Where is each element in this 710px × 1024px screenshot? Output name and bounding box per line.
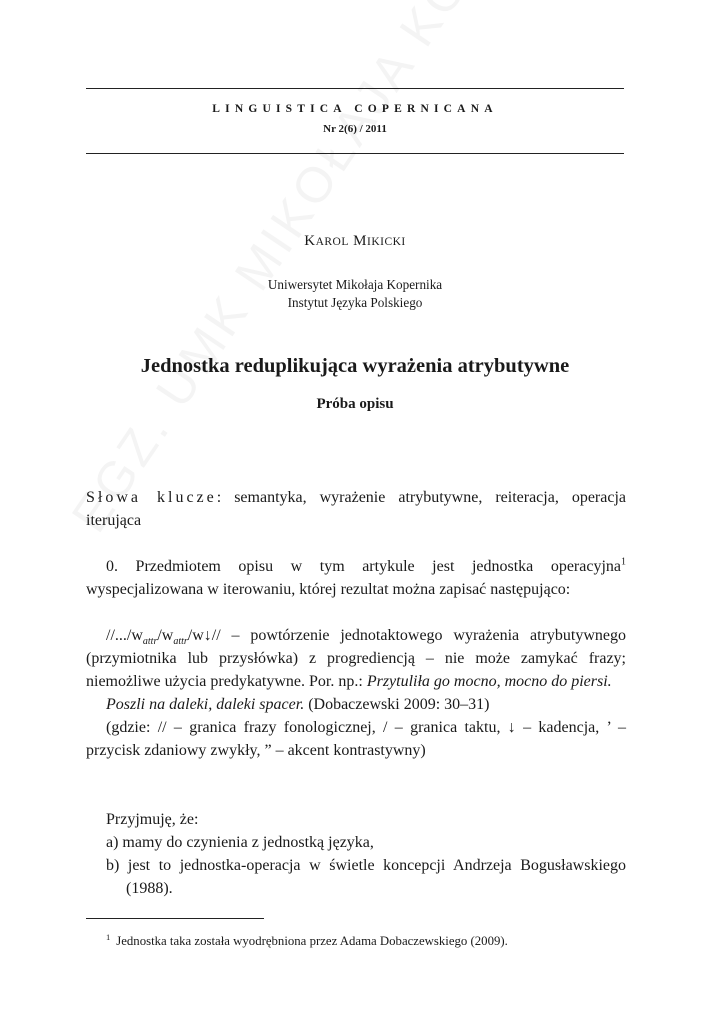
assumptions [86, 808, 626, 900]
footnote-ref[interactable]: 1 [621, 556, 626, 568]
formula-part-b: /w [157, 627, 174, 644]
example-2: Poszli na daleki, daleki spacer. [106, 696, 305, 713]
keywords [86, 486, 626, 532]
journal-title: LINGUISTICA COPERNICANA [212, 103, 498, 115]
citation: (Dobaczewski 2009: 30–31) [304, 696, 490, 713]
list-item: a) mamy do czynienia z jednostką języka, [106, 834, 374, 851]
article-subtitle: Próba opisu [316, 396, 394, 412]
author-first-initial: K [304, 233, 316, 249]
footnote-rule [86, 918, 264, 919]
author-last-initial: M [353, 233, 367, 249]
header-bottom-rule [86, 153, 624, 154]
paragraph-0-text: 0. Przedmiotem opisu w tym artykule jest jednostka operacyjna [106, 558, 621, 575]
affiliation [86, 276, 624, 312]
formula [106, 627, 221, 648]
list-item: b) jest to jednostka-operacja w świetle koncepcji Andrzeja Bogusławskiego (1988). [106, 857, 626, 897]
affiliation-university: Uniwersytet Mikołaja Kopernika [267, 277, 443, 292]
formula-sub-2: attr [173, 636, 188, 648]
assumptions-intro: Przyjmuję, że: [106, 811, 199, 828]
footnote-text: Jednostka taka została wyodrębniona przez Adama Dobaczewskiego (2009). [116, 934, 508, 948]
author-name [86, 233, 624, 250]
definition-block [86, 624, 626, 762]
issue-number: Nr 2(6) / 2011 [323, 123, 387, 135]
keywords-text: : semantyka, wyrażenie atrybutywne, reiteracja, operacja iterująca [86, 489, 626, 529]
header-top-rule [86, 88, 624, 89]
author-first-rest: AROL [315, 236, 349, 248]
article-title: Jednostka reduplikująca wyrażenia atrybutywne [140, 355, 570, 377]
watermark [60, 0, 533, 542]
formula-sub-1: attr [142, 636, 158, 648]
keywords-label: Słowa klucze [86, 489, 217, 506]
paragraph-0-text2: wyspecjalizowana w iterowaniu, której rezultat można zapisać następująco: [86, 581, 571, 598]
formula-part-a: //.../w [106, 627, 143, 644]
affiliation-institute: Instytut Języka Polskiego [287, 295, 423, 310]
footnote [106, 933, 626, 950]
author-last-rest: IKICKI [366, 236, 406, 248]
formula-part-c: /w↓// [187, 627, 221, 644]
paragraph-0 [86, 555, 626, 601]
legend: (gdzie: // – granica frazy fonologicznej, / – granica taktu, ↓ – kadencja, ’ – przycisk zdaniowy zwykły, ” – akcent kontrastywny) [86, 719, 626, 759]
example-1: Przytuliła go mocno, mocno do piersi. [366, 673, 612, 690]
footnote-number: 1 [106, 931, 111, 942]
definition-desc: – powtórzenie jednotaktowego wyrażenia atrybutywnego (przymiotnika lub przysłówka) z progrediencją – nie może zamykać frazy; niemożliwe użycia predykatywne. Por. np.: [86, 627, 626, 690]
